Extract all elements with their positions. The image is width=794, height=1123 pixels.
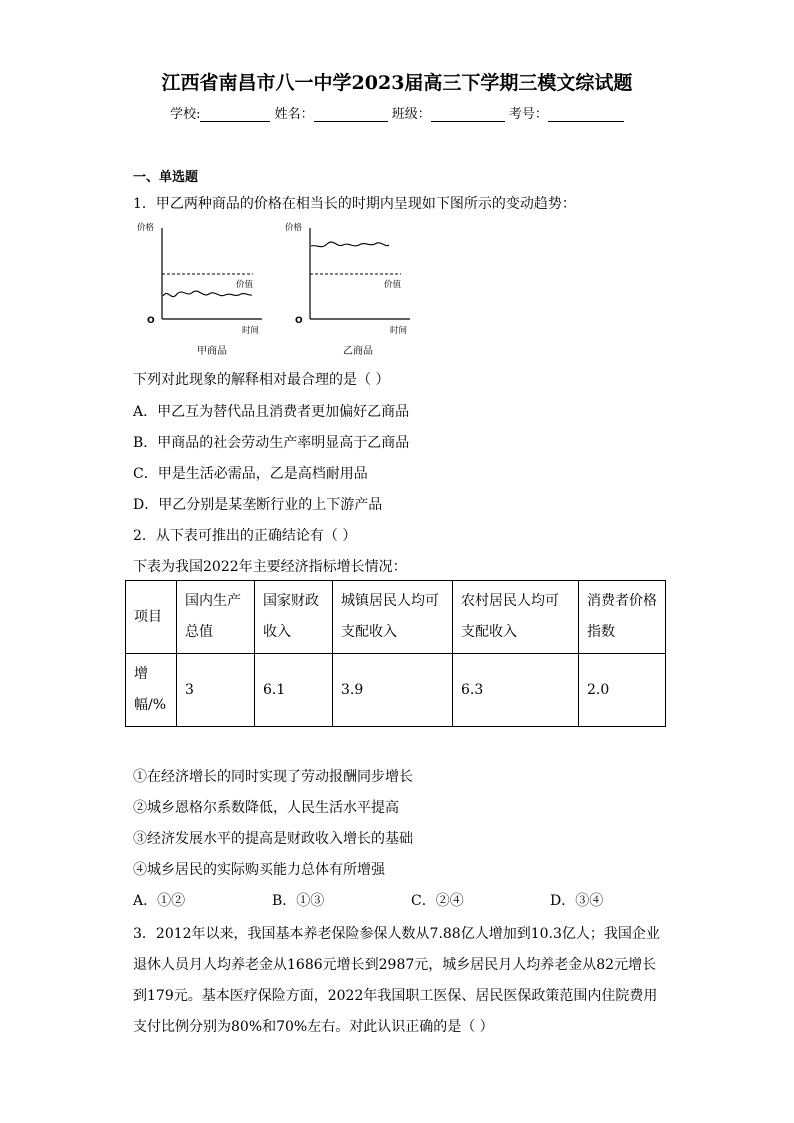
name-blank[interactable] [314,108,388,122]
chart-goods-b [283,218,413,358]
q2-options [133,890,603,910]
table-cell: 6.3 [453,654,579,727]
table-cell: 6.1 [255,654,333,727]
chart-goods-a [135,218,265,358]
chart-b-origin: O [295,316,303,326]
chart-a-y-label: 价格 [137,223,155,233]
school-blank[interactable] [200,108,270,122]
school-label: 学校: [170,107,201,122]
q3-line-1: 3．2012年以来，我国基本养老保险参保人数从7.88亿人增加到10.3亿人；我国企业 [133,926,660,942]
class-blank[interactable] [431,108,505,122]
table-header-cell: 国内生产总值 [177,581,255,654]
class-label: 班级： [391,107,431,122]
q1-option-a[interactable]: A．甲乙互为替代品且消费者更加偏好乙商品 [133,404,410,420]
table-cell: 3.9 [333,654,453,727]
q2-option-d[interactable]: D．③④ [550,893,604,909]
table-row [126,654,666,727]
q2-intro: 下表为我国2022年主要经济指标增长情况： [133,559,407,575]
chart-b-price-curve [311,242,389,247]
table-cell: 2.0 [579,654,666,727]
chart-a-value-label: 价值 [236,280,254,290]
section-heading: 一、单选题 [133,170,199,185]
table-header-cell: 项目 [126,581,177,654]
student-info-line [0,103,794,122]
id-blank[interactable] [548,108,624,122]
q2-statement-1: ①在经济增长的同时实现了劳动报酬同步增长 [133,769,413,785]
q1-question: 下列对此现象的解释相对最合理的是（ ） [133,372,390,388]
q3-line-3: 到179元。基本医疗保险方面，2022年我国职工医保、居民医保政策范围内住院费用 [133,988,658,1004]
page-title: 江西省南昌市八一中学2023届高三下学期三模文综试题 [161,72,633,94]
table-header-cell: 农村居民人均可支配收入 [453,581,579,654]
q2-statement-4: ④城乡居民的实际购买能力总体有所增强 [133,862,385,878]
chart-b-caption: 乙商品 [343,346,373,357]
q2-statement-3: ③经济发展水平的提高是财政收入增长的基础 [133,831,413,847]
table-cell: 3 [177,654,255,727]
chart-b-x-label: 时间 [390,326,408,336]
q3-line-4: 支付比例分别为80%和70%左右。对此认识正确的是（ ） [133,1019,494,1035]
q2-option-b[interactable]: B．①③ [272,893,325,909]
chart-b-value-label: 价值 [384,280,402,290]
chart-a-origin: O [147,316,155,326]
q3-line-2: 退休人员月人均养老金从1686元增长到2987元，城乡居民月人均养老金从82元增长 [133,957,657,973]
q2-option-c[interactable]: C．②④ [411,893,464,909]
q1-option-b[interactable]: B．甲商品的社会劳动生产率明显高于乙商品 [133,435,410,451]
q1-option-c[interactable]: C．甲是生活必需品，乙是高档耐用品 [133,466,368,482]
table-header-cell: 国家财政收入 [255,581,333,654]
q2-stem: 2．从下表可推出的正确结论有（ ） [133,528,357,544]
q1-option-d[interactable]: D．甲乙分别是某垄断行业的上下游产品 [133,497,383,513]
name-label: 姓名： [274,107,314,122]
id-label: 考号： [508,107,548,122]
table-header-cell: 城镇居民人均可支配收入 [333,581,453,654]
chart-a-price-curve [163,291,252,297]
q2-option-a[interactable]: A．①② [133,893,186,909]
chart-a-caption: 甲商品 [197,346,227,357]
table-row-label: 增幅/% [126,654,177,727]
table-header-cell: 消费者价格指数 [579,581,666,654]
chart-a-x-label: 时间 [242,326,260,336]
q2-statement-2: ②城乡恩格尔系数降低，人民生活水平提高 [133,800,399,816]
chart-b-y-label: 价格 [285,223,303,233]
table-header-row [126,581,666,654]
economic-indicators-table [125,580,666,727]
q1-stem: 1．甲乙两种商品的价格在相当长的时期内呈现如下图所示的变动趋势： [133,196,576,212]
